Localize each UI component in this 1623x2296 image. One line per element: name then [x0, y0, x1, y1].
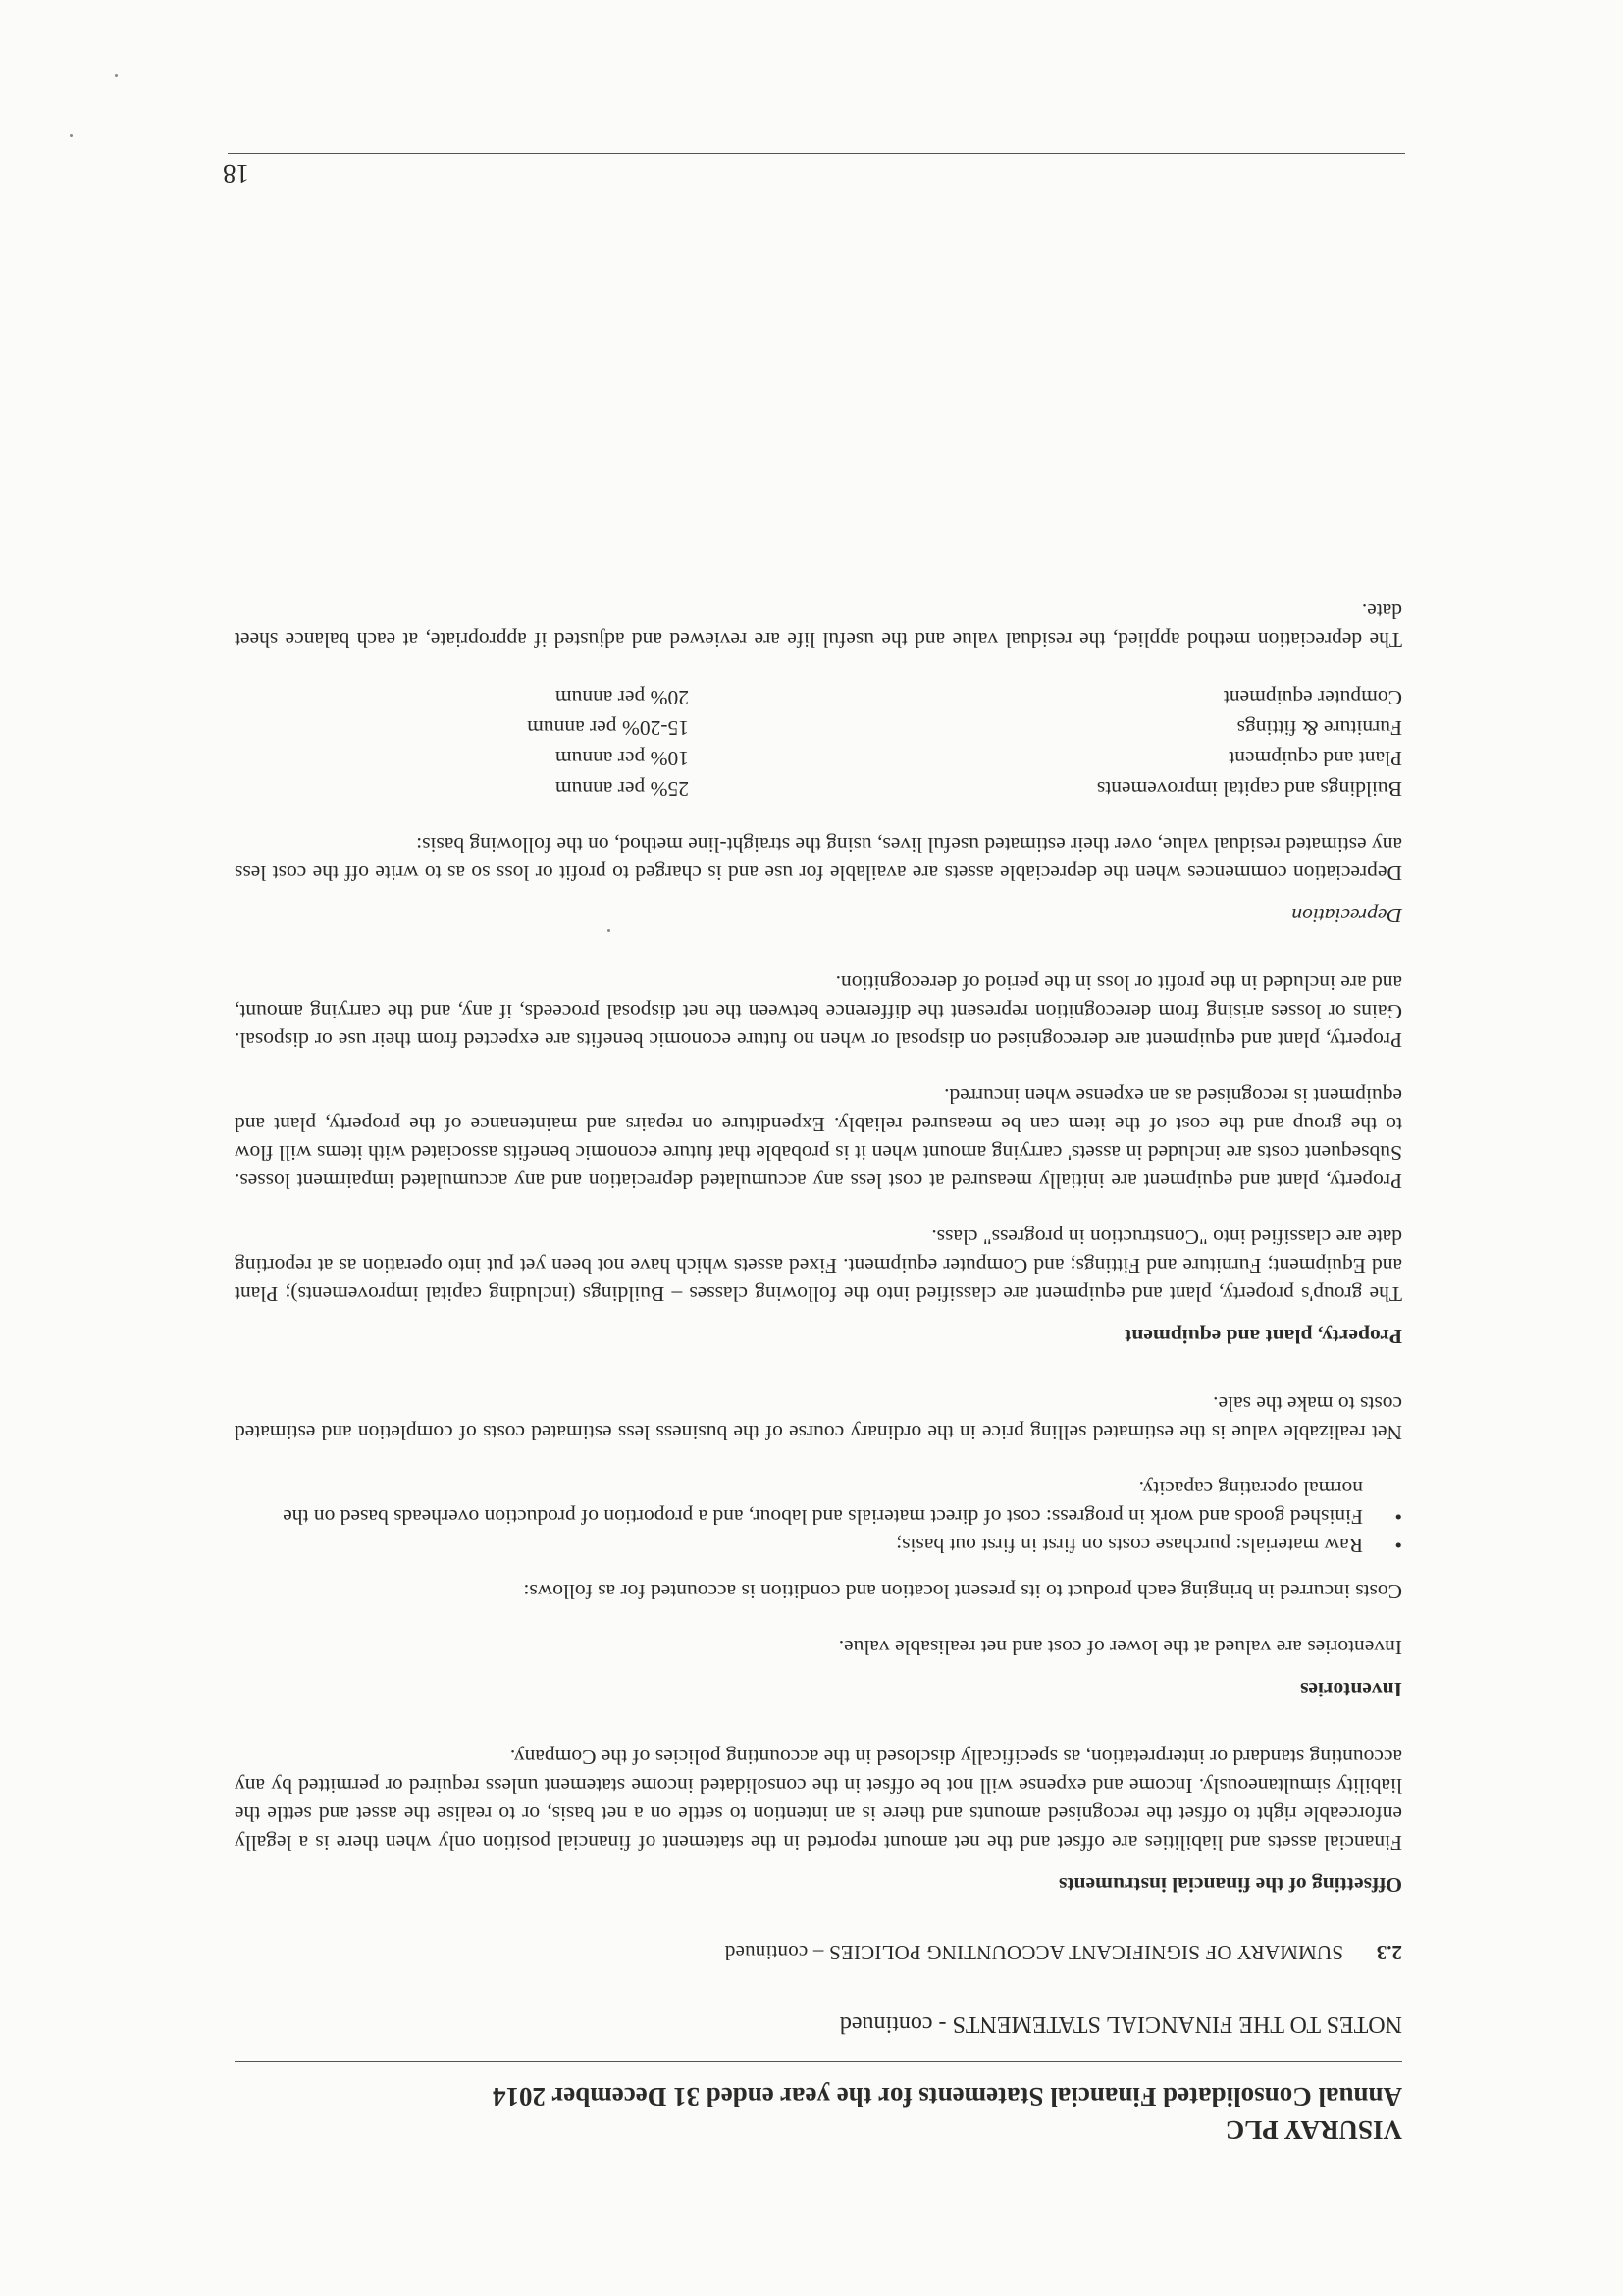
offsetting-heading: Offsetting of the financial instruments	[1059, 1873, 1402, 1897]
list-item	[235, 1474, 1402, 1531]
bullet-text: Finished goods and work in progress: cost of direct materials and labour, and a proportion of production overheads based on the normal operating capacity.	[283, 1477, 1363, 1529]
offsetting-paragraph: Financial assets and liabilities are offset and the net amount reported in the statement of financial position only when there is a legally enforceable right to offset the recognised amounts and there is an intention to settle on a net basis, or to realise the asset and settle the liability simultaneously. Income and expense will not be offset in the consolidated income statement unless required or permitted by any accounting standard or interpretation, as specifically disclosed in the accounting policies of the Company.	[235, 1746, 1402, 1854]
page-number: 18	[223, 159, 249, 188]
depreciation-rates-table	[527, 681, 1402, 803]
depreciation-heading: Depreciation	[1291, 904, 1402, 927]
inventories-paragraph-1: Inventories are valued at the lower of cost and net realisable value.	[838, 1636, 1402, 1659]
asset-class: Buildings and capital improvements	[1096, 777, 1402, 801]
inventories-bullet-list	[235, 1474, 1402, 1559]
report-title: Annual Consolidated Financial Statements for the year ended 31 December 2014	[493, 2082, 1402, 2112]
footer-rule	[228, 153, 1405, 154]
asset-class: Furniture & fittings	[1236, 716, 1402, 740]
asset-class: Computer equipment	[1223, 686, 1402, 709]
inventories-paragraph-3: Net realizable value is the estimated selling price in the ordinary course of the business less estimated costs of completion and estimated costs to make the sale.	[235, 1392, 1402, 1444]
list-item	[235, 1531, 1402, 1559]
page-content	[235, 597, 1402, 2147]
asset-class: Plant and equipment	[1229, 747, 1402, 770]
ppe-heading: Property, plant and equipment	[1125, 1325, 1402, 1348]
scan-speck	[607, 929, 610, 932]
depreciation-paragraph-1: Depreciation commences when the depreciable assets are available for use and is charged to profit or loss so as to write off the cost less any estimated residual value, over their estimated useful lives, using the straight-line method, on the following basis:	[235, 833, 1402, 885]
company-name: VISURAY PLC	[1225, 2115, 1402, 2145]
ppe-paragraph-3: Property, plant and equipment are derecognised on disposal or when no future economic benefits are expected from their use or disposal. Gains or losses arising from derecognition represent the difference between the net disposal proceeds, if any, and the carrying amount, and are included in the profit or loss in the period of derecognition.	[235, 971, 1402, 1052]
depreciation-rate: 15-20% per annum	[527, 716, 689, 740]
notes-title: NOTES TO THE FINANCIAL STATEMENTS - continued	[839, 2011, 1402, 2037]
section-number: 2.3	[1376, 1941, 1402, 1964]
scan-speck	[115, 74, 118, 77]
bullet-text: Raw materials: purchase costs on first in first out basis;	[896, 1534, 1363, 1557]
table-row	[527, 772, 1402, 803]
inventories-heading: Inventories	[1300, 1678, 1402, 1701]
scan-speck	[70, 134, 73, 137]
ppe-paragraph-2: Property, plant and equipment are initially measured at cost less any accumulated depreciation and any accumulated impairment losses. Subsequent costs are included in assets' carrying amount when it is probable that future economic benefits associated with items will flow to the group and the cost of the item can be measured reliably. Expenditure on repairs and maintenance of the property, plant and equipment is recognised as an expense when incurred.	[235, 1084, 1402, 1193]
bullet-icon: •	[1394, 1505, 1402, 1529]
inventories-paragraph-2: Costs incurred in bringing each product to its present location and condition is accounted for as follows:	[523, 1580, 1402, 1603]
depreciation-rate: 20% per annum	[554, 686, 689, 709]
section-title: SUMMARY OF SIGNIFICANT ACCOUNTING POLICIES – continued	[724, 1941, 1343, 1964]
ppe-paragraph-1: The group's property, plant and equipment are classified into the following classes – Buildings (including capital improvements); Plant and Equipment; Furniture and Fittings; and Computer equipment. Fixed assets which have not been yet put into operation as at reporting date are classified into "Construction in progress" class.	[235, 1226, 1402, 1306]
depreciation-rate: 25% per annum	[554, 777, 689, 801]
depreciation-rate: 10% per annum	[554, 747, 689, 770]
table-row	[527, 711, 1402, 742]
header-rule	[235, 2061, 1402, 2062]
table-row	[527, 742, 1402, 772]
table-row	[527, 681, 1402, 711]
depreciation-paragraph-2: The depreciation method applied, the residual value and the useful life are reviewed and adjusted if appropriate, at each balance sheet date.	[235, 600, 1402, 652]
section-heading	[235, 1938, 1402, 1966]
bullet-icon: •	[1394, 1534, 1402, 1557]
